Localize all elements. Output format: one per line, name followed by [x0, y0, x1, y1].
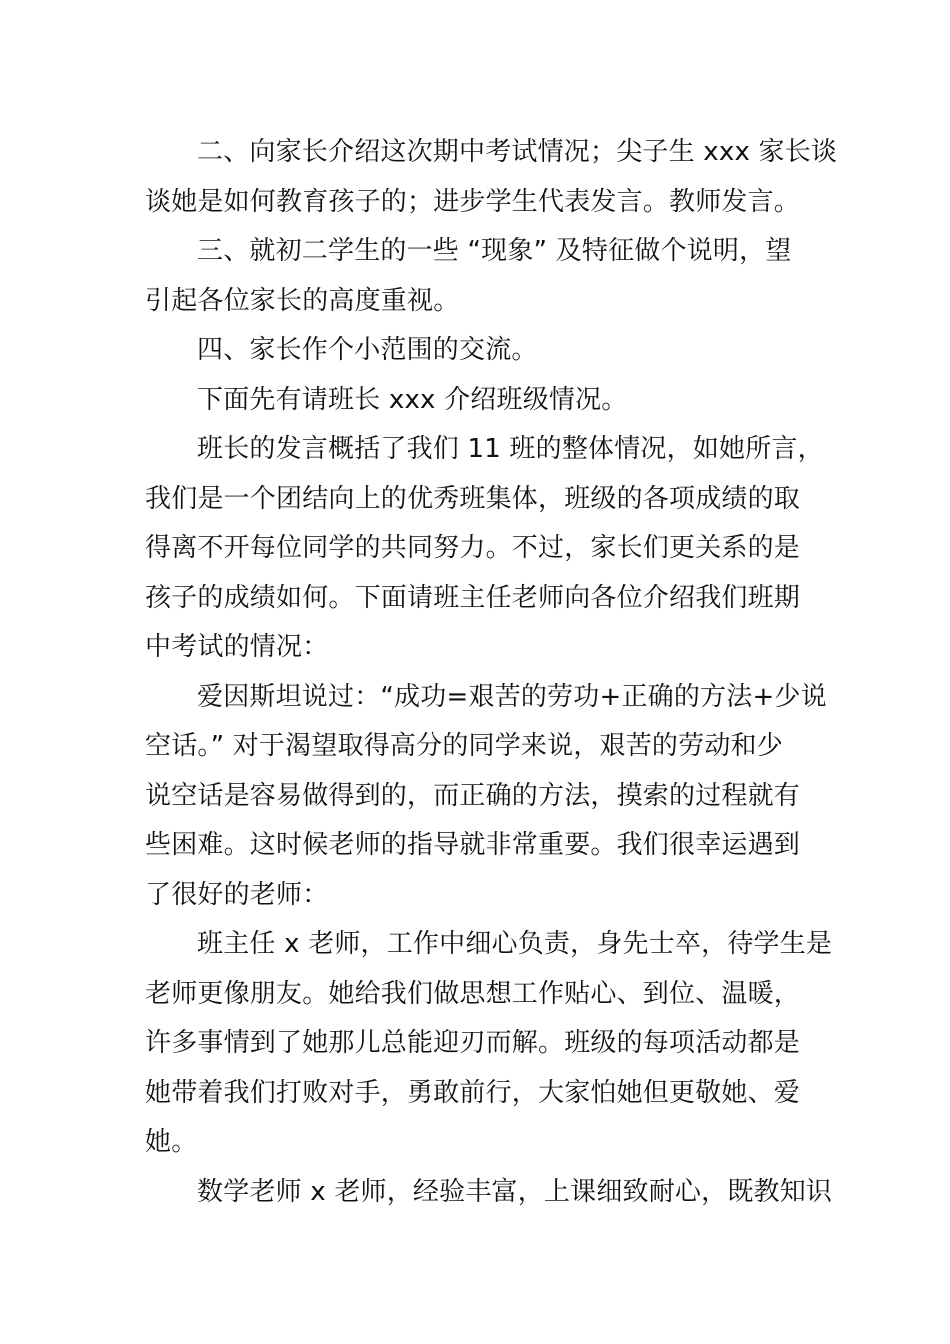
text-line: 得离不开每位同学的共同努力。不过，家长们更关系的是: [145, 533, 801, 563]
text-line: 班主任 x 老师，工作中细心负责，身先士卒，待学生是: [197, 929, 833, 959]
text-line: 孩子的成绩如何。下面请班主任老师向各位介绍我们班期: [145, 582, 801, 613]
text-line: 中考试的情况：: [145, 632, 329, 662]
text-line: 些困难。这时候老师的指导就非常重要。我们很幸运遇到: [145, 830, 801, 860]
text-line: 二、向家长介绍这次期中考试情况；尖子生 xxx 家长谈: [197, 137, 838, 167]
text-line: 下面先有请班长 xxx 介绍班级情况。: [197, 384, 628, 415]
text-line: 谈她是如何教育孩子的；进步学生代表发言。教师发言。: [145, 186, 801, 217]
text-line: 班长的发言概括了我们 11 班的整体情况，如她所言，: [197, 434, 824, 464]
text-line: 数学老师 x 老师，经验丰富，上课细致耐心，既教知识: [197, 1176, 833, 1207]
text-line: 三、就初二学生的一些 “现象” 及特征做个说明，望: [197, 236, 792, 266]
text-line: 空话。” 对于渴望取得高分的同学来说，艰苦的劳动和少: [145, 731, 783, 761]
text-line: 说空话是容易做得到的，而正确的方法，摸索的过程就有: [145, 780, 801, 811]
text-line: 老师更像朋友。她给我们做思想工作贴心、到位、温暖，: [145, 978, 801, 1009]
text-line: 了很好的老师：: [145, 879, 329, 910]
text-line: 我们是一个团结向上的优秀班集体，班级的各项成绩的取: [145, 483, 801, 514]
text-line: 许多事情到了她那儿总能迎刃而解。班级的每项活动都是: [145, 1028, 801, 1058]
text-line: 四、家长作个小范围的交流。: [197, 335, 538, 365]
text-line: 她带着我们打败对手，勇敢前行，大家怕她但更敬她、爱: [145, 1077, 801, 1108]
text-line: 她。: [145, 1127, 198, 1157]
document-body: [145, 128, 838, 1217]
text-line: 引起各位家长的高度重视。: [145, 285, 460, 316]
text-line: 爱因斯坦说过：“成功=艰苦的劳功+正确的方法+少说: [197, 681, 827, 712]
